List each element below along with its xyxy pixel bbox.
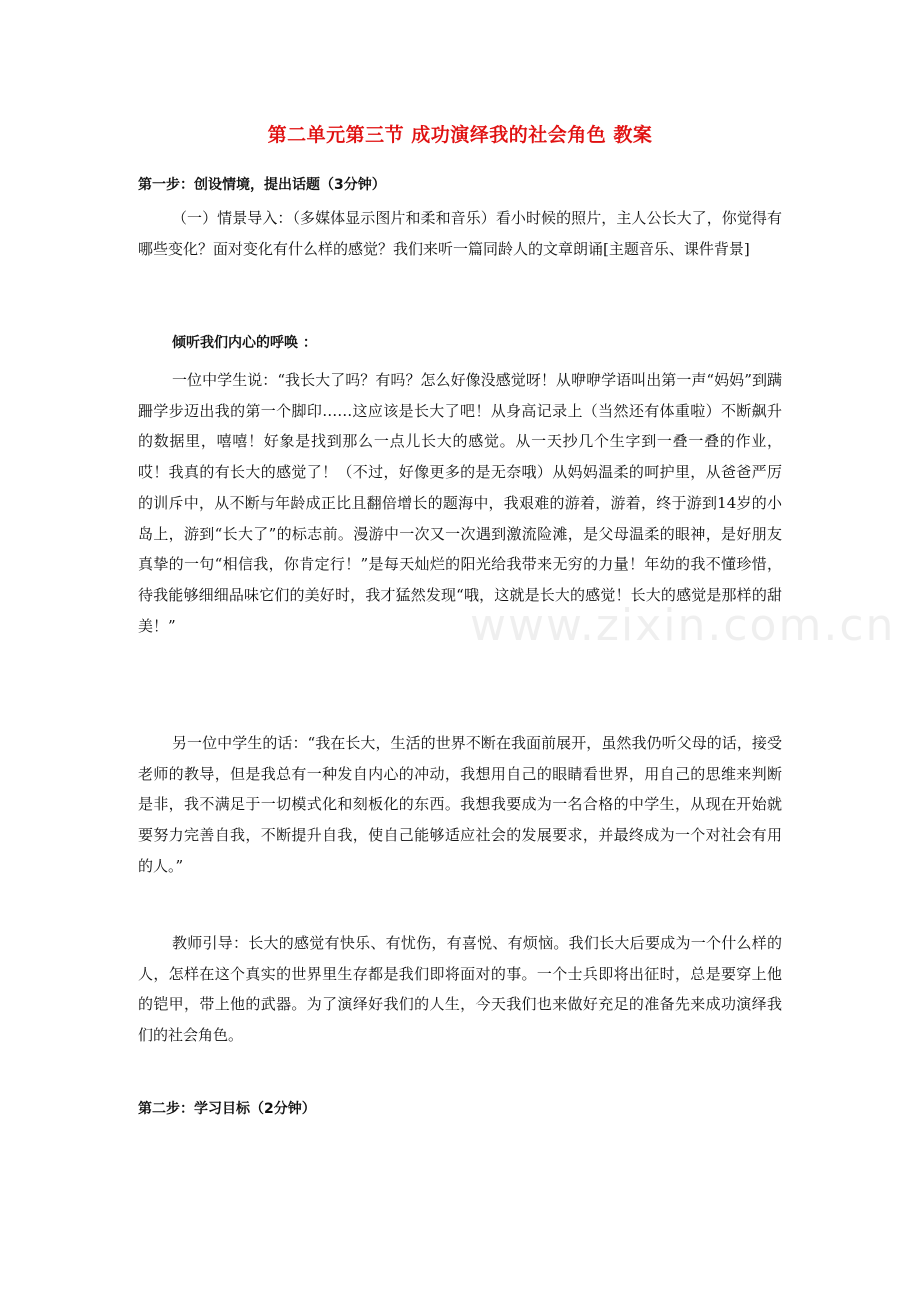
step1-heading: 第一步：创设情境，提出话题（3分钟） [138, 177, 386, 193]
document-title: 第二单元第三节 成功演绎我的社会角色 教案 [267, 124, 653, 146]
student1-paragraph: 一位中学生说：“我长大了吗？有吗？怎么好像没感觉呀！从咿咿学语叫出第一声“妈妈”到蹒跚学步迈出我的第一个脚印……这应该是长大了吧！从身高记录上（当然还有体重啦）不断飙升的数据里，嘻嘻！好象是找到那么一点儿长大的感觉。从一天抄几个生字到一叠一叠的作业，哎！我真的有长大的感觉了！（不过，好像更多的是无奈哦）从妈妈温柔的呵护里，从爸爸严厉的训斥中，从不断与年龄成正比且翻倍增长的题海中，我艰难的游着，游着，终于游到14岁的小岛上，游到“长大了”的标志前。漫游中一次又一次遇到激流险滩，是父母温柔的眼神，是好朋友真挚的一句“相信我，你肯定行！”是每天灿烂的阳光给我带来无穷的力量！年幼的我不懂珍惜，待我能够细细品味它们的美好时，我才猛然发现“哦，这就是长大的感觉！长大的感觉是那样的甜美！” [138, 371, 782, 635]
teacher-paragraph: 教师引导：长大的感觉有快乐、有忧伤，有喜悦、有烦恼。我们长大后要成为一个什么样的人，怎样在这个真实的世界里生存都是我们即将面对的事。一个士兵即将出征时，总是要穿上他的铠甲，带上他的武器。为了演绎好我们的人生，今天我们也来做好充足的准备先来成功演绎我们的社会角色。 [138, 934, 782, 1045]
intro-paragraph: （一）情景导入：（多媒体显示图片和柔和音乐）看小时候的照片，主人公长大了，你觉得有哪些变化？面对变化有什么样的感觉？我们来听一篇同龄人的文章朗诵[主题音乐、课件背景] [138, 209, 782, 258]
step2-heading: 第二步：学习目标（2分钟） [138, 1101, 316, 1117]
watermark: www.zixin.com.cn [470, 600, 896, 651]
student2-paragraph: 另一位中学生的话：“我在长大，生活的世界不断在我面前展开，虽然我仍听父母的话，接受老师的教导，但是我总有一种发自内心的冲动，我想用自己的眼睛看世界，用自己的思维来判断是非，我不满足于一切模式化和刻板化的东西。我想我要成为一名合格的中学生，从现在开始就要努力完善自我，不断提升自我，使自己能够适应社会的发展要求，并最终成为一个对社会有用的人。” [138, 734, 782, 875]
listen-heading: 倾听我们内心的呼唤 ： [172, 335, 317, 351]
